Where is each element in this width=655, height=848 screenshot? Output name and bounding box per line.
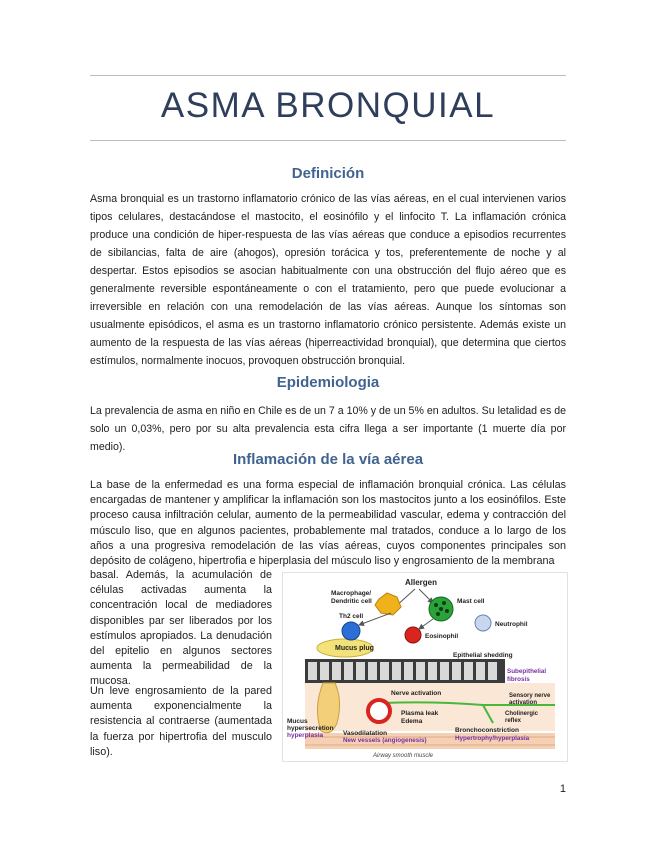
th2-label: Th2 cell (339, 613, 364, 620)
vasodilatation-label: Vasodilatation (343, 730, 388, 737)
neutrophil-label: Neutrophil (495, 621, 528, 628)
th2-cell (342, 622, 360, 640)
blood-vessel (368, 700, 390, 722)
sensory-label-1: Sensory nerve (509, 693, 551, 699)
epithelial-shedding-label: Epithelial shedding (453, 652, 513, 659)
epithelium (305, 659, 505, 683)
macrophage-cell (375, 593, 401, 615)
mucus-label-2: hypersecretion (287, 725, 334, 732)
sensory-label-2: activation (509, 700, 538, 706)
smooth-muscle-label: Airway smooth muscle (373, 753, 434, 759)
new-vessels-label: New vessels (angiogenesis) (343, 737, 427, 744)
neutrophil-cell (475, 615, 491, 631)
bronchoconstriction-label: Bronchoconstriction (455, 727, 519, 734)
allergen-label: Allergen (405, 578, 438, 587)
macrophage-label: Macrophage/ (331, 590, 372, 597)
edema-label: Edema (401, 718, 423, 725)
paragraph-inflamacion: La base de la enfermedad es una forma especial de inflamación bronquial crónica. Las células encargadas de mantener y amplificar la inflamación son los mastocitos junto a los eosinófilos. Este proceso causa infiltración celular, aumento de la permeabilidad vascular, edema y contracción del músculo liso, que en algunos pacientes, probablemente mal tratados, conduce a lo largo de los años a una progresiva remodelación de las vías aéreas, cuyos componentes principales son depósito de colágeno, hipertrofia e hiperplasia del músculo liso y engrosamiento de la membrana (90, 479, 566, 568)
page-title: ASMA BRONQUIAL (160, 86, 496, 125)
nerve-activation-label: Nerve activation (391, 690, 442, 697)
page-number: 1 (559, 783, 566, 795)
mucus-plug-label: Mucus plug (335, 645, 374, 652)
hypertrophy-label: Hypertrophy/hyperplasia (455, 735, 530, 742)
plasma-leak-label: Plasma leak (401, 710, 439, 717)
heading-inflamacion: Inflamación de la vía aérea (232, 451, 424, 468)
mucus-label-1: Mucus (287, 718, 308, 725)
fibrosis-label: fibrosis (507, 676, 530, 683)
hyperplasia-label: hyperplasia (287, 732, 324, 739)
dendritic-label: Dendritic cell (331, 598, 372, 605)
heading-definicion: Definición (291, 165, 365, 182)
title-rule (90, 140, 566, 141)
heading-epidemiologia: Epidemiologia (276, 374, 380, 391)
eosinophil-cell (405, 627, 421, 643)
mast-cell-label: Mast cell (457, 598, 485, 605)
cholinergic-label-1: Cholinergic (505, 711, 539, 717)
top-rule (90, 75, 566, 76)
paragraph-epidemiologia: La prevalencia de asma en niño en Chile es de un 7 a 10% y de un 5% en adultos. Su letalidad es de solo un 0,03%, pero por su alta prevalencia esta cifra llega a ser importante (1 muerte día por medio). (90, 405, 566, 453)
cholinergic-label-2: reflex (505, 718, 522, 724)
subepithelial-label: Subepithelial (507, 668, 547, 675)
paragraph-inflamacion-wrap: basal. Además, la acumulación de células activadas aumenta la concentración local de mediadores disponibles par ser liberados por los estímulos apropiados. La denudación del epitelio en algunos sectores aumenta la permeabilidad de la mucosa. (90, 569, 272, 688)
eosinophil-label: Eosinophil (425, 633, 459, 640)
paragraph-definicion: Asma bronquial es un trastorno inflamatorio crónico de las vías aéreas, en el cual intervienen varios tipos celulares, destacándose el mastocito, el eosinófilo y el linfocito T. La inflamación crónica produce una condición de hiper-respuesta de las vías aéreas que conduce a episodios recurrentes de sibilancias, falta de aire (ahogos), opresión torácica y tos, preferentemente de noche y al despertar. Estos episodios se asocian habitualmente con una obstrucción del flujo aéreo que es generalmente reversible espontáneamente o con el tratamiento, pero que puede evolucionar a irreversible en relación con una remodelación de las vías aéreas. Aunque los síntomas son usualmente episódicos, el asma es un trastorno inflamatorio crónico persistente. Además existe un aumento de la respuesta de las vías aéreas (hiperreactividad bronquial), que determina que ciertos estímulos, normalmente inocuos, provoquen obstrucción bronquial. (90, 193, 566, 367)
figure-svg (283, 573, 567, 761)
paragraph-inflamacion-wrap2: Un leve engrosamiento de la pared aumenta exponencialmente la resistencia al contraerse (aumentada la fuerza por hipertrofia del musculo liso). (90, 685, 272, 758)
asthma-inflammation-figure (282, 572, 568, 762)
